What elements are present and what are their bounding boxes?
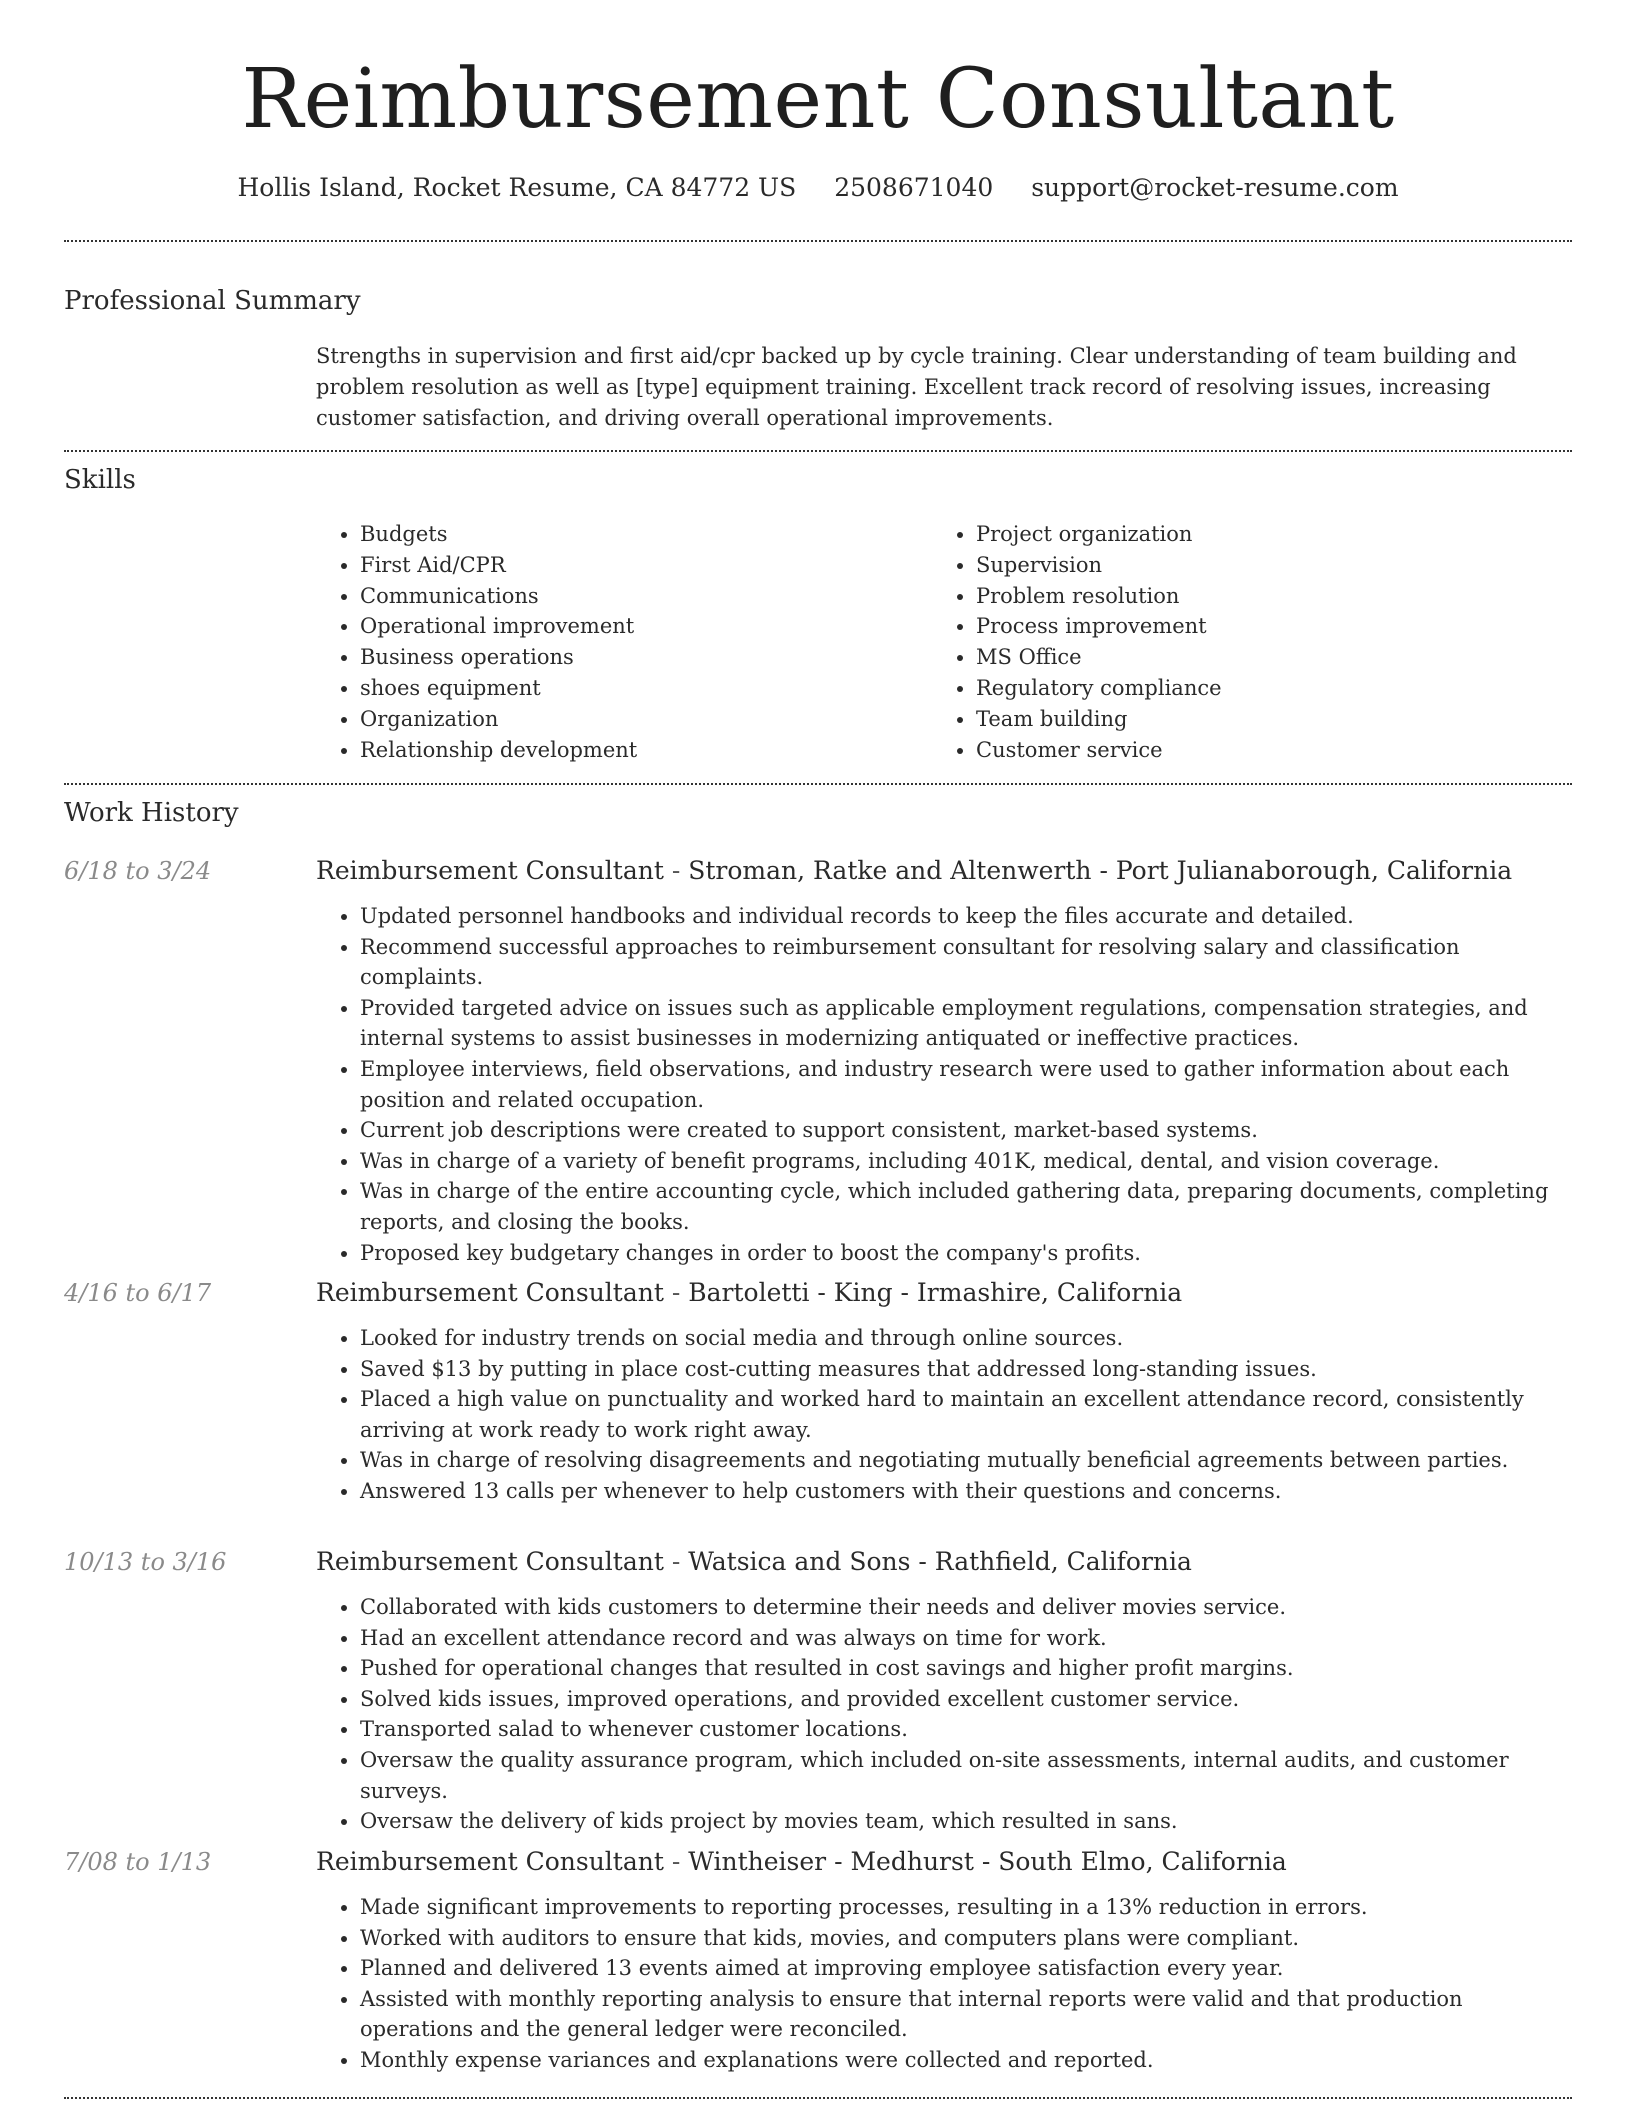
skill-item: • Organization <box>360 704 920 735</box>
job-bullet: • Placed a high value on punctuality and worked hard to maintain an excellent attendance record, consistently arriving at work ready to work right away. <box>360 1384 1572 1445</box>
job-bullets <box>316 901 1572 1268</box>
skills-column-1 <box>316 519 920 765</box>
skill-item: • First Aid/CPR <box>360 550 920 581</box>
job-bullet: • Updated personnel handbooks and individual records to keep the files accurate and detailed. <box>360 901 1572 932</box>
job-company: Wintheiser - Medhurst - South Elmo, California <box>688 1847 1287 1876</box>
contact-line <box>64 170 1572 206</box>
job-bullet: • Oversaw the delivery of kids project by movies team, which resulted in sans. <box>360 1806 1572 1837</box>
contact-address: Hollis Island, Rocket Resume, CA 84772 US <box>237 173 797 202</box>
job-bullet: • Was in charge of resolving disagreements and negotiating mutually beneficial agreements between parties. <box>360 1445 1572 1476</box>
job-company: Stroman, Ratke and Altenwerth - Port Julianaborough, California <box>688 856 1513 885</box>
job-bullets <box>316 1323 1572 1507</box>
job-bullet: • Made significant improvements to reporting processes, resulting in a 13% reduction in errors. <box>360 1892 1572 1923</box>
job-bullet: • Recommend successful approaches to reimbursement consultant for resolving salary and classification complaints. <box>360 932 1572 993</box>
job-separator: - <box>663 1278 689 1307</box>
job-bullet: • Oversaw the quality assurance program, which included on-site assessments, internal audits, and customer surveys. <box>360 1745 1572 1806</box>
section-divider <box>64 2097 1572 2099</box>
skills-column-2 <box>932 519 1616 765</box>
job-bullet: • Was in charge of a variety of benefit programs, including 401K, medical, dental, and vision coverage. <box>360 1146 1572 1177</box>
skill-item: • Relationship development <box>360 735 920 766</box>
skill-item: • Team building <box>976 704 1616 735</box>
skill-item: • Business operations <box>360 642 920 673</box>
job-bullet: • Worked with auditors to ensure that kids, movies, and computers plans were compliant. <box>360 1923 1572 1954</box>
skill-item: • shoes equipment <box>360 673 920 704</box>
job-bullet: • Employee interviews, field observations, and industry research were used to gather information about each position and related occupation. <box>360 1054 1572 1115</box>
work-history-heading: Work History <box>64 798 239 828</box>
job-dates: 10/13 to 3/16 <box>64 1548 227 1576</box>
job-title: Reimbursement Consultant <box>316 1847 664 1876</box>
job-title: Reimbursement Consultant <box>316 1278 664 1307</box>
job-bullet: • Saved $13 by putting in place cost-cutting measures that addressed long-standing issues. <box>360 1354 1572 1385</box>
job-bullet: • Proposed key budgetary changes in order to boost the company's profits. <box>360 1238 1572 1269</box>
job-heading <box>316 853 1512 889</box>
job-bullet: • Transported salad to whenever customer locations. <box>360 1714 1572 1745</box>
job-bullet: • Collaborated with kids customers to determine their needs and deliver movies service. <box>360 1592 1572 1623</box>
skill-item: • Project organization <box>976 519 1616 550</box>
section-divider <box>64 783 1572 785</box>
job-heading <box>316 1844 1287 1880</box>
job-company: Bartoletti - King - Irmashire, California <box>688 1278 1183 1307</box>
job-bullet: • Monthly expense variances and explanations were collected and reported. <box>360 2045 1572 2076</box>
summary-text: Strengths in supervision and first aid/cpr backed up by cycle training. Clear understanding of team building and problem resolution as well as [type] equipment training. Excellent track record of resolving issues, increasing customer satisfaction, and driving overall operational improvements. <box>316 344 1517 430</box>
job-bullet: • Looked for industry trends on social media and through online sources. <box>360 1323 1572 1354</box>
job-company: Watsica and Sons - Rathfield, California <box>688 1547 1192 1576</box>
job-dates: 6/18 to 3/24 <box>64 857 212 885</box>
job-heading <box>316 1275 1182 1311</box>
skill-item: • Process improvement <box>976 611 1616 642</box>
skill-item: • Regulatory compliance <box>976 673 1616 704</box>
skills-heading: Skills <box>64 465 136 495</box>
skill-item: • MS Office <box>976 642 1616 673</box>
job-dates: 7/08 to 1/13 <box>64 1848 212 1876</box>
job-bullet: • Planned and delivered 13 events aimed at improving employee satisfaction every year. <box>360 1953 1572 1984</box>
job-dates: 4/16 to 6/17 <box>64 1279 212 1307</box>
summary-heading: Professional Summary <box>64 286 361 316</box>
contact-email: support@rocket-resume.com <box>1031 173 1399 202</box>
job-bullet: • Had an excellent attendance record and was always on time for work. <box>360 1623 1572 1654</box>
job-bullets <box>316 1592 1572 1837</box>
job-separator: - <box>663 856 689 885</box>
candidate-name: Reimbursement Consultant <box>241 52 1395 147</box>
skill-item: • Customer service <box>976 735 1616 766</box>
skill-item: • Communications <box>360 581 920 612</box>
job-bullet: • Answered 13 calls per whenever to help customers with their questions and concerns. <box>360 1476 1572 1507</box>
skill-item: • Supervision <box>976 550 1616 581</box>
contact-phone: 2508671040 <box>834 173 994 202</box>
job-heading <box>316 1544 1192 1580</box>
job-title: Reimbursement Consultant <box>316 1547 664 1576</box>
job-bullet: • Provided targeted advice on issues such as applicable employment regulations, compensation strategies, and internal systems to assist businesses in modernizing antiquated or ineffective practices. <box>360 993 1572 1054</box>
skill-item: • Budgets <box>360 519 920 550</box>
job-bullet: • Pushed for operational changes that resulted in cost savings and higher profit margins. <box>360 1653 1572 1684</box>
job-bullet: • Was in charge of the entire accounting cycle, which included gathering data, preparing documents, completing reports, and closing the books. <box>360 1176 1572 1237</box>
section-divider <box>64 450 1572 452</box>
skill-item: • Problem resolution <box>976 581 1616 612</box>
job-bullet: • Current job descriptions were created to support consistent, market-based systems. <box>360 1115 1572 1146</box>
job-bullet: • Assisted with monthly reporting analysis to ensure that internal reports were valid and that production operations and the general ledger were reconciled. <box>360 1984 1572 2045</box>
section-divider <box>64 240 1572 242</box>
job-separator: - <box>663 1547 689 1576</box>
job-title: Reimbursement Consultant <box>316 856 664 885</box>
job-bullet: • Solved kids issues, improved operations, and provided excellent customer service. <box>360 1684 1572 1715</box>
job-separator: - <box>663 1847 689 1876</box>
skill-item: • Operational improvement <box>360 611 920 642</box>
job-bullets <box>316 1892 1572 2076</box>
